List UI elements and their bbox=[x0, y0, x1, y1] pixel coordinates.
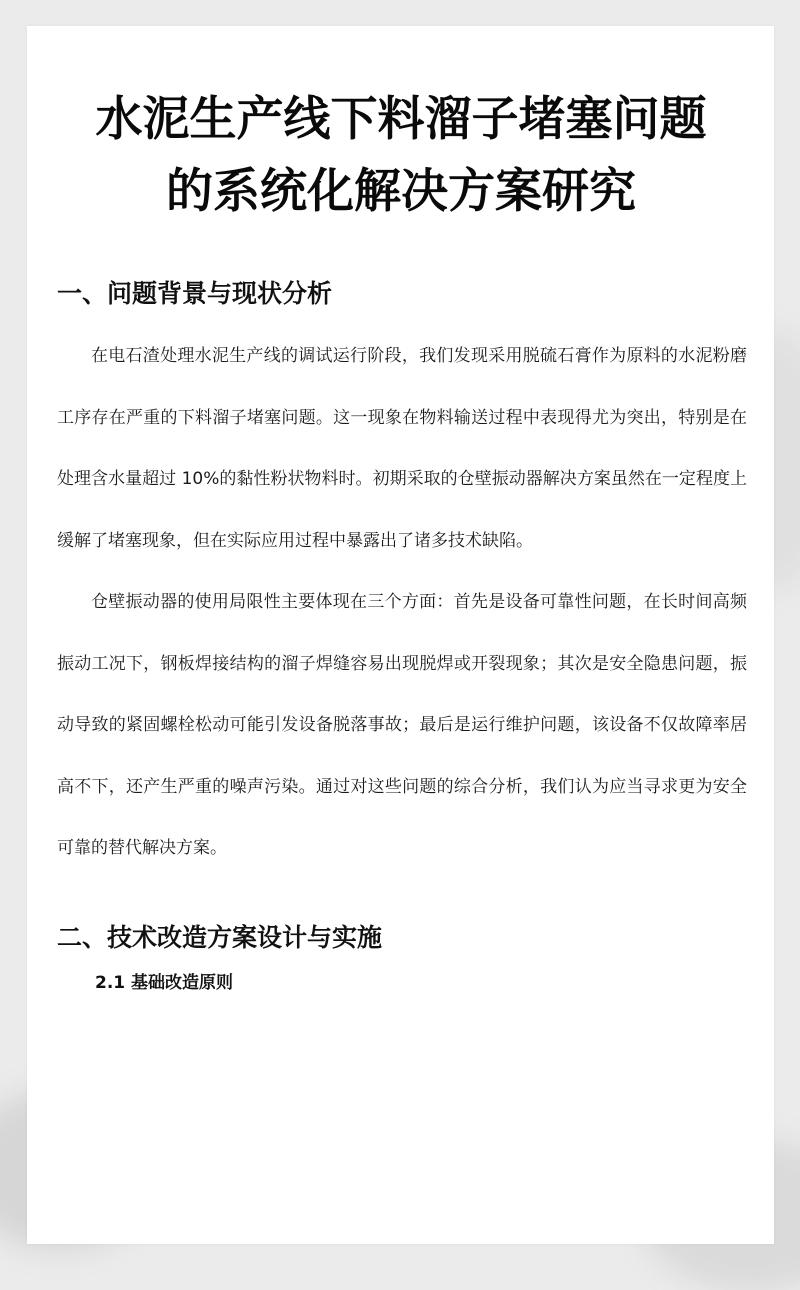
subsection-heading-principles: 2.1 基础改造原则 bbox=[95, 972, 234, 993]
paragraph-vibrator-limitations: 仓壁振动器的使用局限性主要体现在三个方面：首先是设备可靠性问题，在长时间高频振动工况下，钢板焊接结构的溜子焊缝容易出现脱焊或开裂现象；其次是安全隐患问题，振动导致的紧固螺栓松动可能引发设备脱落事故；最后是运行维护问题，该设备不仅故障率居高不下，还产生严重的噪声污染。通过对这些问题的综合分析，我们认为应当寻求更为安全可靠的替代解决方案。 bbox=[57, 592, 747, 858]
section-heading-background: 一、问题背景与现状分析 bbox=[57, 279, 333, 308]
section-heading-technical-plan: 二、技术改造方案设计与实施 bbox=[57, 922, 383, 952]
title-line-1: 水泥生产线下料溜子堵塞问题 bbox=[95, 92, 707, 147]
paragraph-background: 在电石渣处理水泥生产线的调试运行阶段，我们发现采用脱硫石膏作为原料的水泥粉磨工序存在严重的下料溜子堵塞问题。这一现象在物料输送过程中表现得尤为突出，特别是在处理含水量超过 10%的黏性粉状物料时。初期采取的仓壁振动器解决方案虽然在一定程度上缓解了堵塞现象，但在实际应用过程中暴露出了诸多技术缺陷。 bbox=[57, 346, 747, 551]
document-page bbox=[27, 26, 774, 1244]
document-title bbox=[57, 84, 745, 228]
title-line-2: 的系统化解决方案研究 bbox=[166, 164, 636, 219]
